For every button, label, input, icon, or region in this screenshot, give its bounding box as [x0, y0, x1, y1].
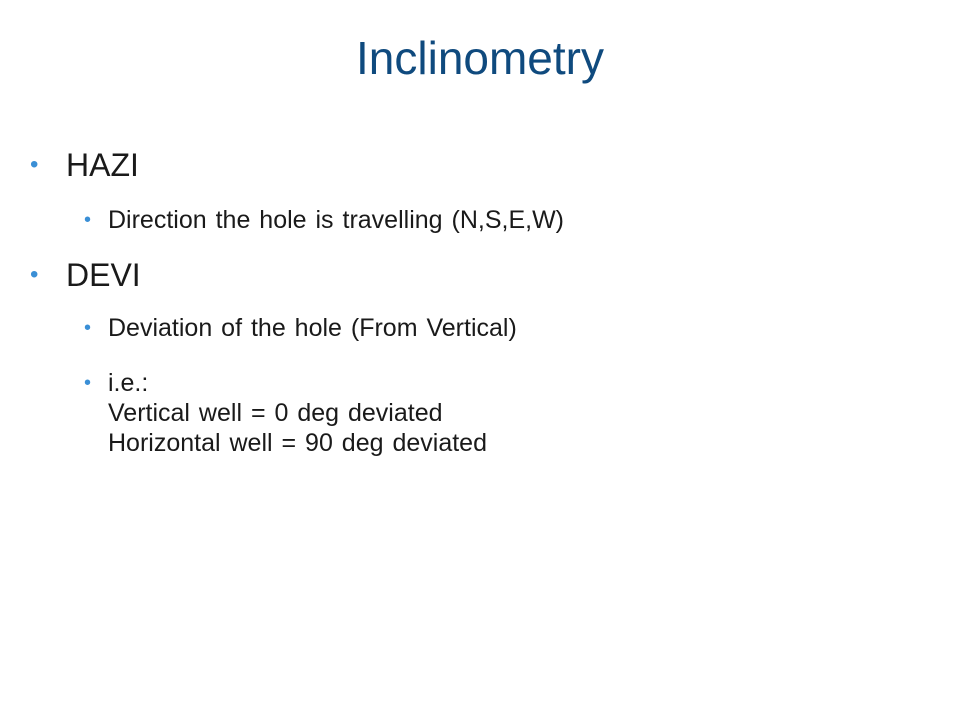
bullet-item-devi	[30, 256, 141, 294]
bullet-icon: •	[84, 209, 92, 231]
example-intro: i.e.:	[108, 369, 149, 397]
bullet-label: DEVI	[66, 257, 141, 293]
sub-bullet-direction	[84, 205, 564, 235]
bullet-icon: •	[30, 261, 39, 288]
slide-title: Inclinometry	[356, 32, 604, 84]
bullet-icon: •	[84, 372, 92, 394]
sub-bullet-example	[84, 368, 487, 458]
sub-bullet-text: Direction the hole is travelling (N,S,E,W)	[108, 206, 564, 234]
example-horizontal-well: Horizontal well = 90 deg deviated	[108, 429, 487, 457]
bullet-icon: •	[84, 317, 92, 339]
sub-bullet-deviation	[84, 313, 517, 343]
bullet-icon: •	[30, 151, 39, 178]
bullet-label: HAZI	[66, 147, 139, 183]
example-vertical-well: Vertical well = 0 deg deviated	[108, 399, 443, 427]
bullet-item-hazi	[30, 146, 139, 184]
sub-bullet-text: Deviation of the hole (From Vertical)	[108, 314, 517, 342]
